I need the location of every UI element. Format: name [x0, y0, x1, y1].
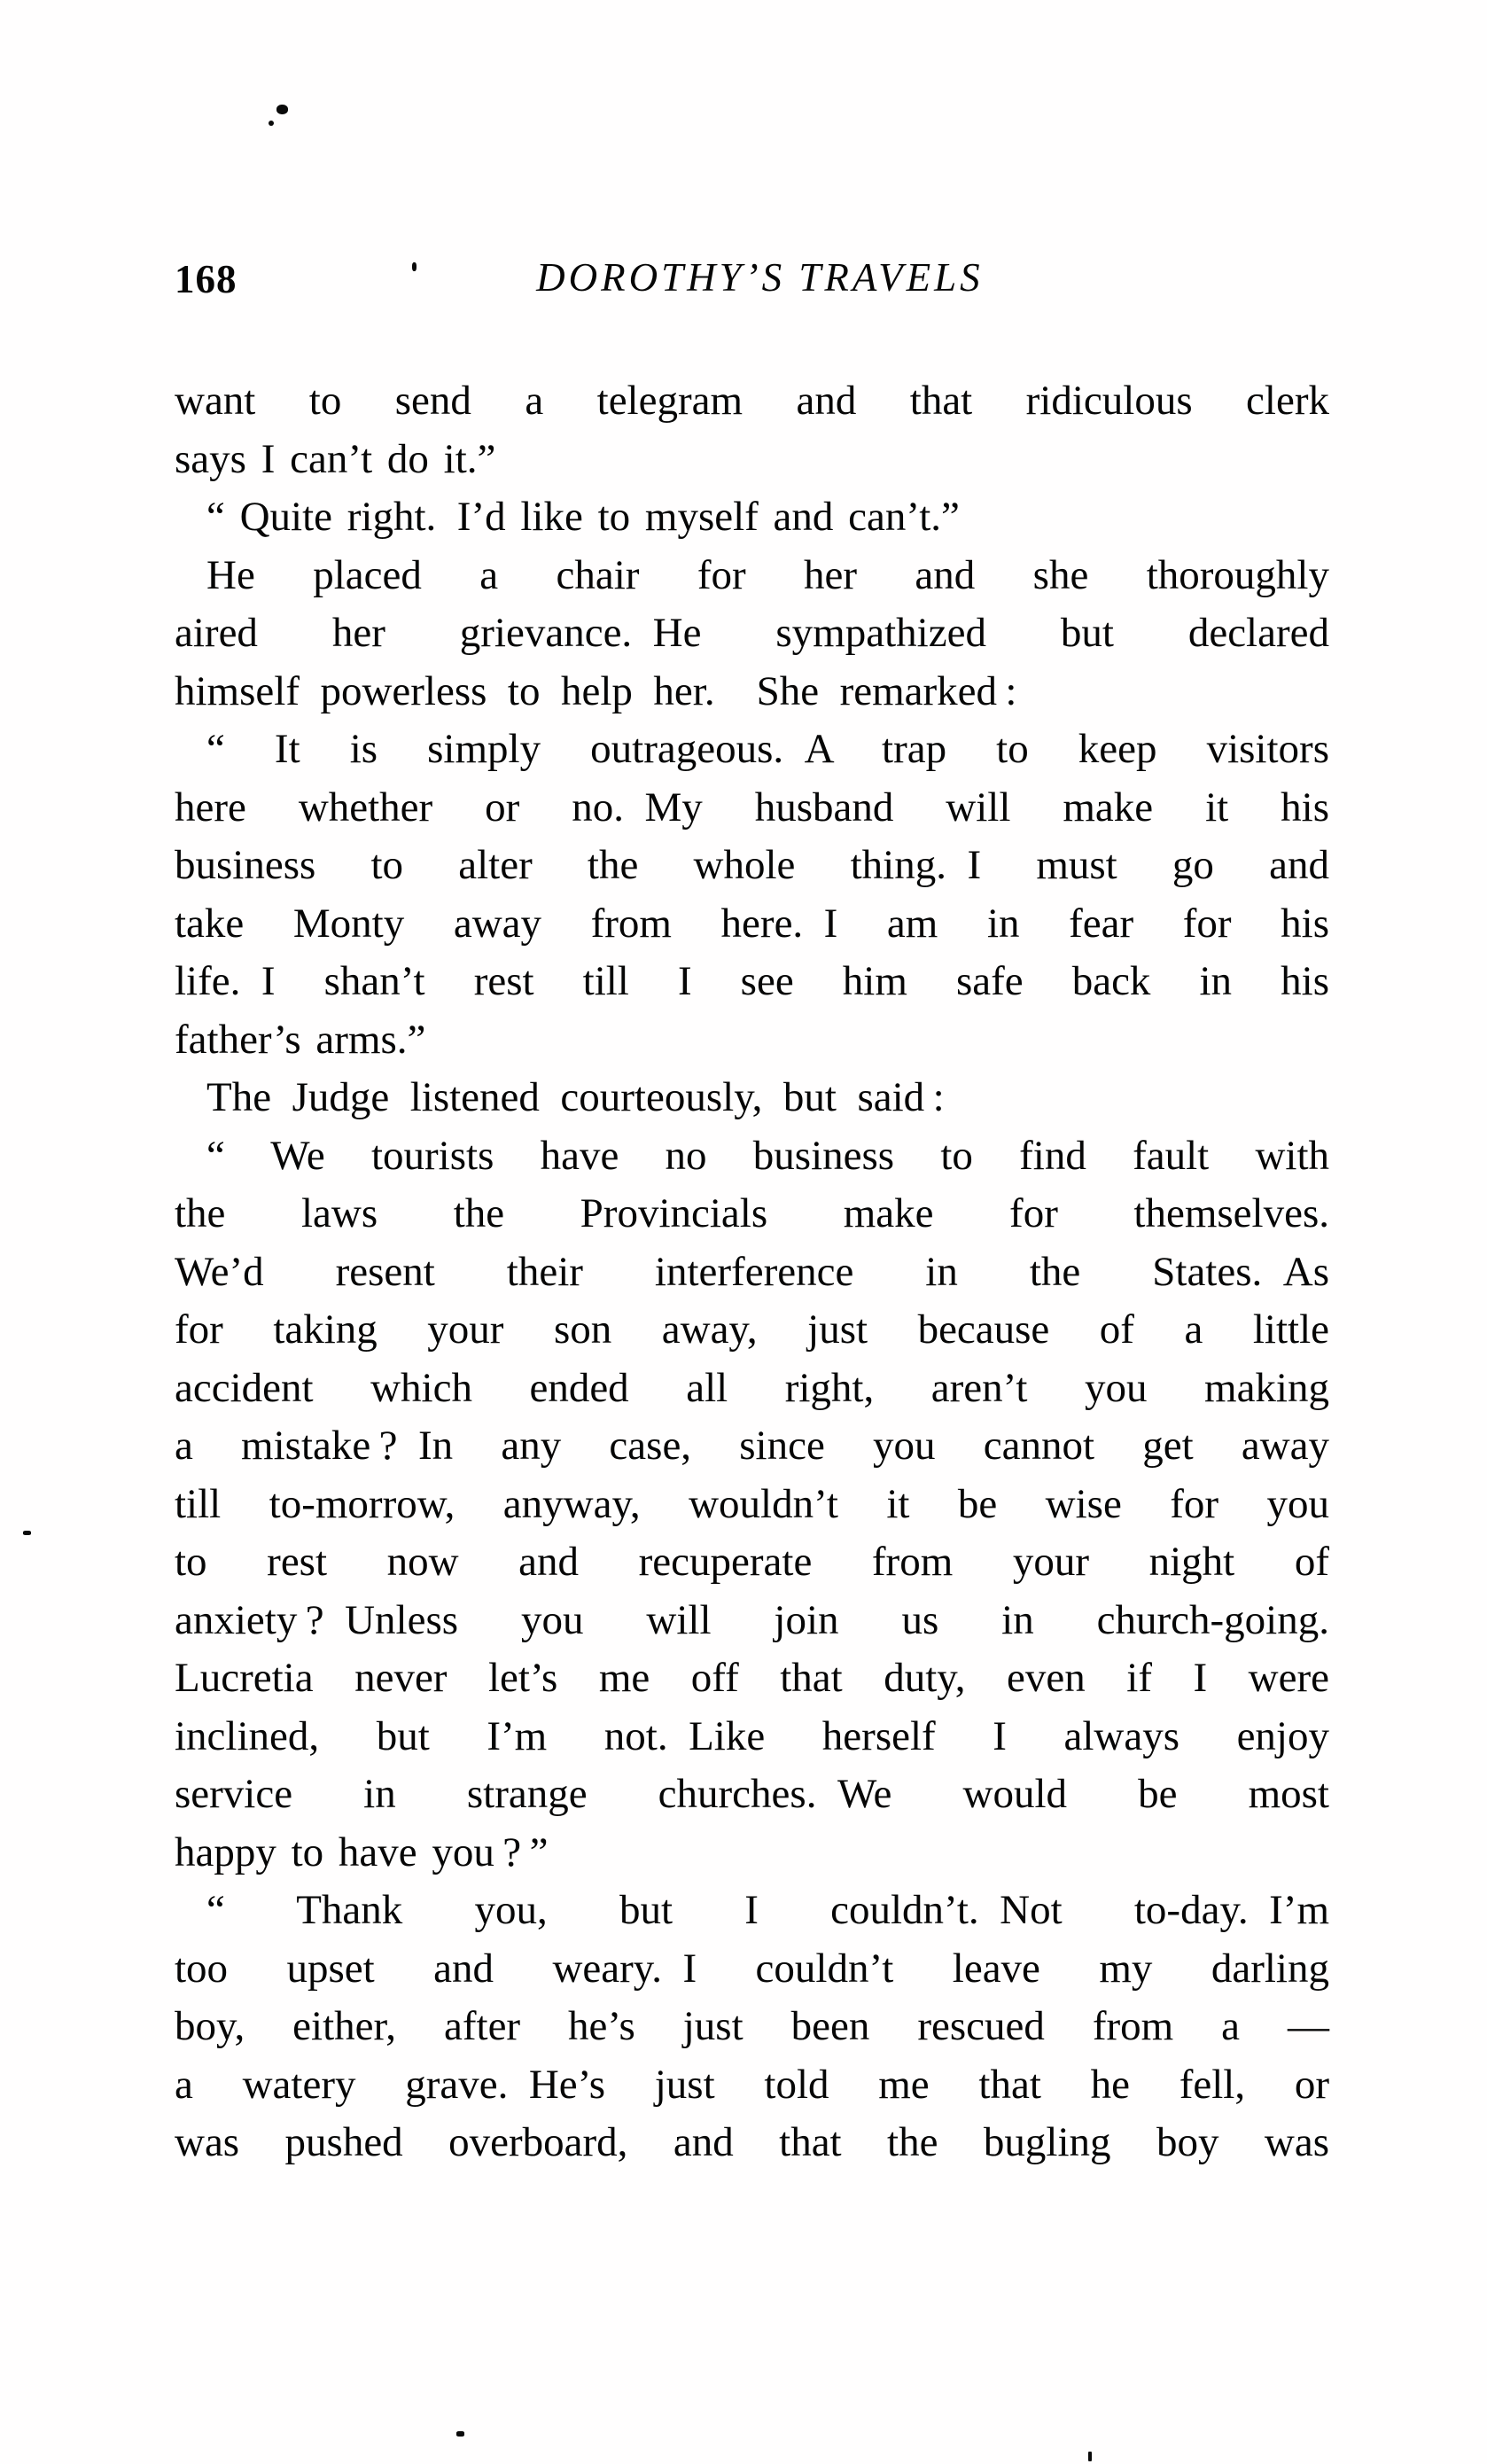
text-line: He placed a chair for her and she thoroughly — [206, 551, 1329, 598]
text-line: boy, either, after he’s just been rescued from a — — [175, 2003, 1329, 2049]
page-number: 168 — [175, 257, 237, 301]
text-line: Lucretia never let’s me off that duty, even if I were — [175, 1655, 1329, 1701]
text-line: himself powerless to help her. She remarked : — [175, 667, 1017, 714]
text-line: was pushed overboard, and that the bugling boy was — [175, 2119, 1329, 2165]
text-line: want to send a telegram and that ridiculous clerk — [175, 378, 1329, 424]
page-title: DOROTHY’S TRAVELS — [536, 255, 984, 300]
ink-speck — [276, 105, 288, 114]
body-text — [175, 372, 1329, 2172]
text-line: service in strange churches. We would be most — [175, 1771, 1329, 1817]
text-line: The Judge listened courteously, but said : — [206, 1074, 945, 1120]
text-line: a mistake ? In any case, since you cannot get away — [175, 1423, 1329, 1469]
text-line: accident which ended all right, aren’t you making — [175, 1364, 1329, 1411]
text-line: a watery grave. He’s just told me that he fell, or — [175, 2061, 1329, 2108]
ink-speck — [456, 2431, 464, 2437]
text-line: take Monty away from here. I am in fear for his — [175, 900, 1329, 947]
text-line: till to-morrow, anyway, wouldn’t it be wise for you — [175, 1480, 1329, 1527]
text-line: for taking your son away, just because of a little — [175, 1306, 1329, 1353]
ink-speck — [1088, 2452, 1092, 2461]
text-line: aired her grievance. He sympathized but declared — [175, 610, 1329, 656]
ink-speck — [23, 1531, 31, 1535]
text-line: business to alter the whole thing. I must go and — [175, 842, 1329, 888]
text-line: too upset and weary. I couldn’t leave my darling — [175, 1945, 1329, 1992]
text-line: father’s arms.” — [175, 1016, 426, 1063]
text-line: “ We tourists have no business to find fault with — [206, 1132, 1329, 1179]
text-line: to rest now and recuperate from your night of — [175, 1539, 1329, 1585]
text-line: life. I shan’t rest till I see him safe back in his — [175, 958, 1329, 1004]
text-line: here whether or no. My husband will make it his — [175, 784, 1329, 830]
text-line: We’d resent their interference in the States. As — [175, 1248, 1329, 1295]
text-line: “ Quite right. I’d like to myself and can’t.” — [206, 494, 960, 540]
ink-speck — [412, 262, 417, 271]
text-line: inclined, but I’m not. Like herself I always enjoy — [175, 1712, 1329, 1759]
text-line: the laws the Provincials make for themselves. — [175, 1190, 1329, 1236]
text-line: happy to have you ? ” — [175, 1829, 549, 1875]
text-line: says I can’t do it.” — [175, 435, 496, 482]
text-line: anxiety ? Unless you will join us in church-going. — [175, 1596, 1329, 1643]
ink-speck — [269, 121, 274, 126]
text-line: “ It is simply outrageous. A trap to keep visitors — [206, 726, 1329, 772]
text-line: “ Thank you, but I couldn’t. Not to-day. I’m — [206, 1887, 1329, 1933]
running-head — [175, 255, 1372, 311]
